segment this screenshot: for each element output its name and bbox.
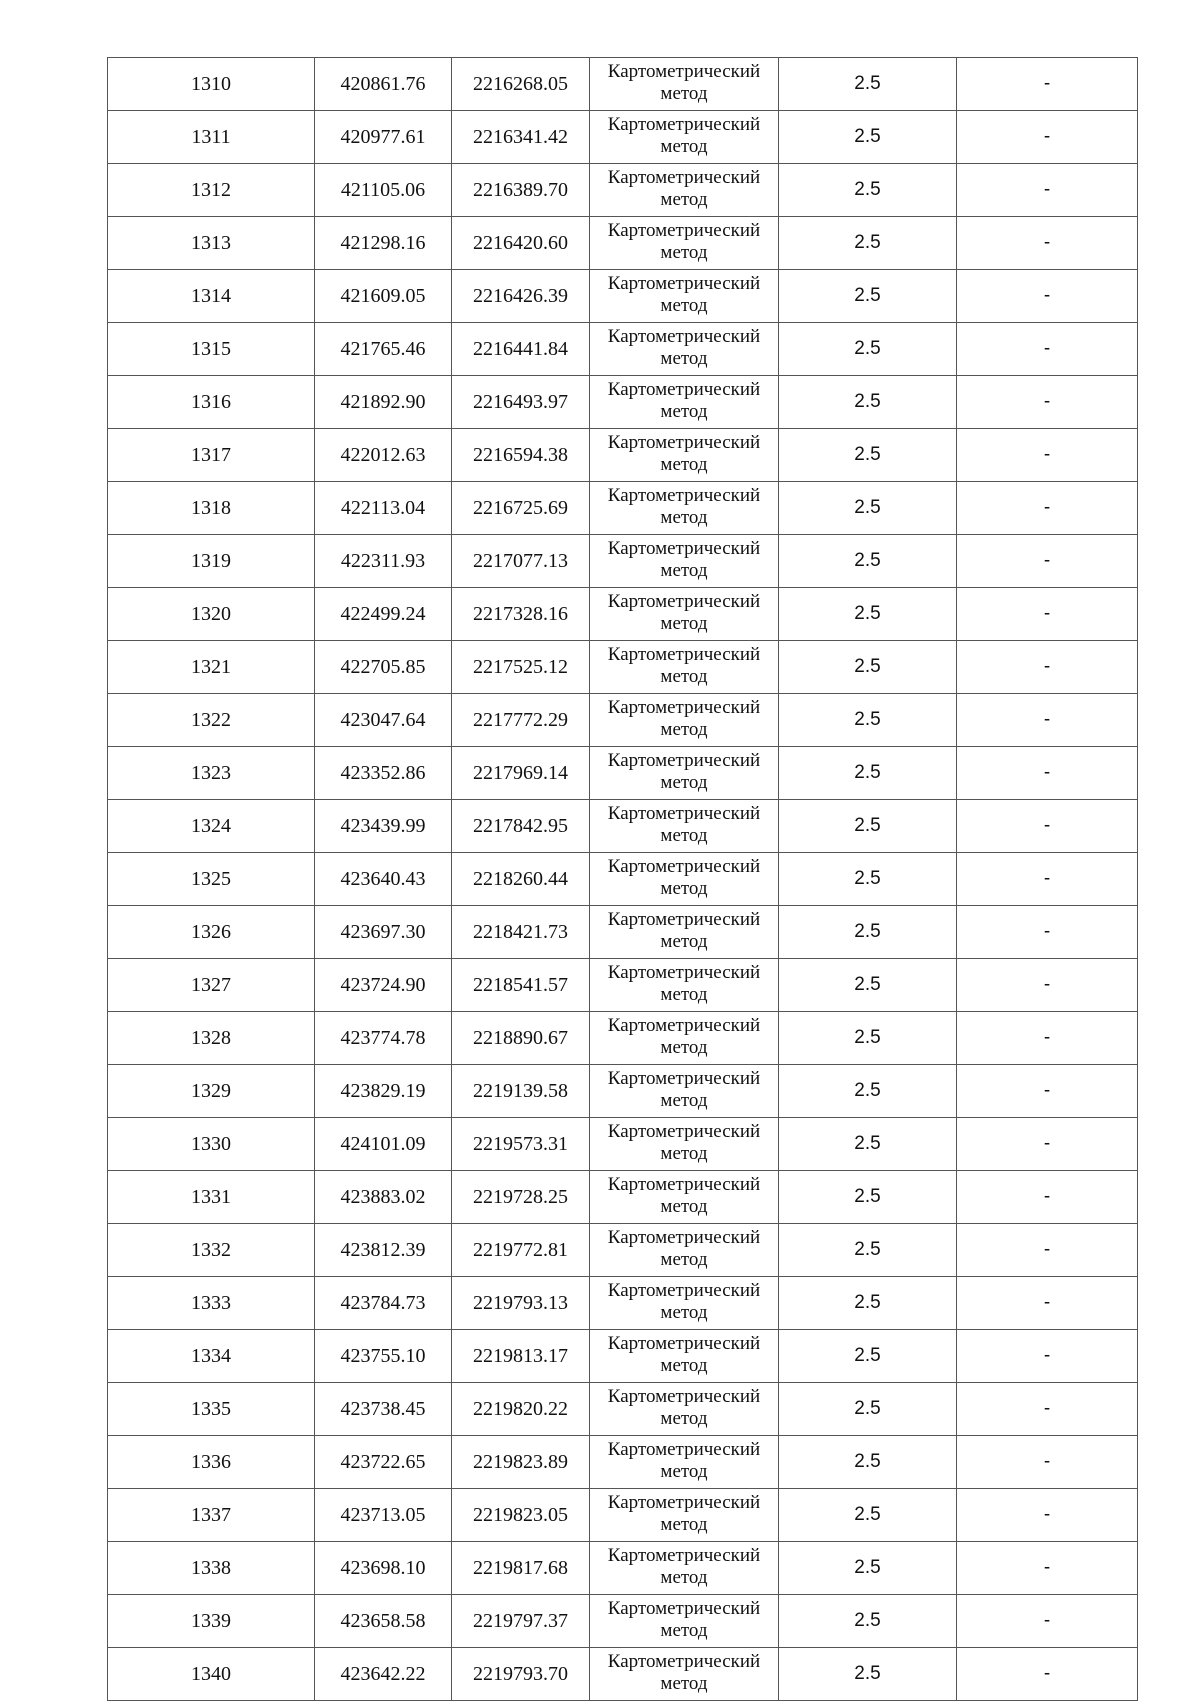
method-cell: Картометрический метод — [590, 429, 779, 482]
accuracy-cell: 2.5 — [779, 1012, 957, 1065]
accuracy-cell: 2.5 — [779, 853, 957, 906]
accuracy-cell: 2.5 — [779, 217, 957, 270]
accuracy-cell: 2.5 — [779, 1118, 957, 1171]
table-row — [108, 1224, 1138, 1277]
method-cell: Картометрический метод — [590, 588, 779, 641]
table-row — [108, 1330, 1138, 1383]
method-cell: Картометрический метод — [590, 853, 779, 906]
x-coordinate-cell: 423047.64 — [315, 694, 452, 747]
point-number-cell: 1326 — [108, 906, 315, 959]
point-number-cell: 1330 — [108, 1118, 315, 1171]
point-number-cell: 1314 — [108, 270, 315, 323]
point-number-cell: 1325 — [108, 853, 315, 906]
y-coordinate-cell: 2219728.25 — [452, 1171, 590, 1224]
accuracy-cell: 2.5 — [779, 588, 957, 641]
note-cell: - — [957, 535, 1138, 588]
x-coordinate-cell: 423774.78 — [315, 1012, 452, 1065]
x-coordinate-cell: 423755.10 — [315, 1330, 452, 1383]
table-row — [108, 1171, 1138, 1224]
y-coordinate-cell: 2216341.42 — [452, 111, 590, 164]
y-coordinate-cell: 2216725.69 — [452, 482, 590, 535]
x-coordinate-cell: 423812.39 — [315, 1224, 452, 1277]
note-cell: - — [957, 641, 1138, 694]
accuracy-cell: 2.5 — [779, 323, 957, 376]
note-cell: - — [957, 164, 1138, 217]
y-coordinate-cell: 2219793.13 — [452, 1277, 590, 1330]
point-number-cell: 1336 — [108, 1436, 315, 1489]
accuracy-cell: 2.5 — [779, 1595, 957, 1648]
method-cell: Картометрический метод — [590, 1648, 779, 1701]
note-cell: - — [957, 800, 1138, 853]
x-coordinate-cell: 423698.10 — [315, 1542, 452, 1595]
method-cell: Картометрический метод — [590, 747, 779, 800]
x-coordinate-cell: 421298.16 — [315, 217, 452, 270]
point-number-cell: 1319 — [108, 535, 315, 588]
x-coordinate-cell: 423784.73 — [315, 1277, 452, 1330]
method-cell: Картометрический метод — [590, 1277, 779, 1330]
y-coordinate-cell: 2219820.22 — [452, 1383, 590, 1436]
x-coordinate-cell: 422113.04 — [315, 482, 452, 535]
method-cell: Картометрический метод — [590, 1065, 779, 1118]
accuracy-cell: 2.5 — [779, 1224, 957, 1277]
point-number-cell: 1320 — [108, 588, 315, 641]
x-coordinate-cell: 420977.61 — [315, 111, 452, 164]
x-coordinate-cell: 422499.24 — [315, 588, 452, 641]
table-row — [108, 1012, 1138, 1065]
x-coordinate-cell: 423439.99 — [315, 800, 452, 853]
x-coordinate-cell: 422311.93 — [315, 535, 452, 588]
note-cell: - — [957, 853, 1138, 906]
table-row — [108, 959, 1138, 1012]
accuracy-cell: 2.5 — [779, 376, 957, 429]
method-cell: Картометрический метод — [590, 217, 779, 270]
point-number-cell: 1322 — [108, 694, 315, 747]
y-coordinate-cell: 2217969.14 — [452, 747, 590, 800]
note-cell: - — [957, 217, 1138, 270]
point-number-cell: 1339 — [108, 1595, 315, 1648]
table-row — [108, 111, 1138, 164]
y-coordinate-cell: 2219793.70 — [452, 1648, 590, 1701]
note-cell: - — [957, 747, 1138, 800]
table-row — [108, 694, 1138, 747]
point-number-cell: 1312 — [108, 164, 315, 217]
note-cell: - — [957, 323, 1138, 376]
method-cell: Картометрический метод — [590, 535, 779, 588]
note-cell: - — [957, 1277, 1138, 1330]
y-coordinate-cell: 2219823.05 — [452, 1489, 590, 1542]
y-coordinate-cell: 2219772.81 — [452, 1224, 590, 1277]
accuracy-cell: 2.5 — [779, 1383, 957, 1436]
method-cell: Картометрический метод — [590, 1330, 779, 1383]
method-cell: Картометрический метод — [590, 641, 779, 694]
note-cell: - — [957, 58, 1138, 111]
x-coordinate-cell: 423883.02 — [315, 1171, 452, 1224]
point-number-cell: 1324 — [108, 800, 315, 853]
table-row — [108, 376, 1138, 429]
accuracy-cell: 2.5 — [779, 270, 957, 323]
accuracy-cell: 2.5 — [779, 641, 957, 694]
y-coordinate-cell: 2217328.16 — [452, 588, 590, 641]
table-row — [108, 747, 1138, 800]
accuracy-cell: 2.5 — [779, 111, 957, 164]
accuracy-cell: 2.5 — [779, 429, 957, 482]
accuracy-cell: 2.5 — [779, 58, 957, 111]
point-number-cell: 1334 — [108, 1330, 315, 1383]
note-cell: - — [957, 694, 1138, 747]
point-number-cell: 1316 — [108, 376, 315, 429]
x-coordinate-cell: 423722.65 — [315, 1436, 452, 1489]
table-row — [108, 1542, 1138, 1595]
accuracy-cell: 2.5 — [779, 1436, 957, 1489]
y-coordinate-cell: 2217077.13 — [452, 535, 590, 588]
method-cell: Картометрический метод — [590, 1012, 779, 1065]
y-coordinate-cell: 2216420.60 — [452, 217, 590, 270]
method-cell: Картометрический метод — [590, 164, 779, 217]
note-cell: - — [957, 1171, 1138, 1224]
point-number-cell: 1340 — [108, 1648, 315, 1701]
accuracy-cell: 2.5 — [779, 906, 957, 959]
note-cell: - — [957, 270, 1138, 323]
x-coordinate-cell: 422012.63 — [315, 429, 452, 482]
y-coordinate-cell: 2219817.68 — [452, 1542, 590, 1595]
y-coordinate-cell: 2217842.95 — [452, 800, 590, 853]
note-cell: - — [957, 1012, 1138, 1065]
y-coordinate-cell: 2219813.17 — [452, 1330, 590, 1383]
table-row — [108, 270, 1138, 323]
y-coordinate-cell: 2219139.58 — [452, 1065, 590, 1118]
x-coordinate-cell: 423658.58 — [315, 1595, 452, 1648]
y-coordinate-cell: 2219797.37 — [452, 1595, 590, 1648]
y-coordinate-cell: 2219823.89 — [452, 1436, 590, 1489]
point-number-cell: 1329 — [108, 1065, 315, 1118]
note-cell: - — [957, 1436, 1138, 1489]
x-coordinate-cell: 423697.30 — [315, 906, 452, 959]
accuracy-cell: 2.5 — [779, 1330, 957, 1383]
y-coordinate-cell: 2216594.38 — [452, 429, 590, 482]
table-row — [108, 641, 1138, 694]
method-cell: Картометрический метод — [590, 1436, 779, 1489]
table-row — [108, 800, 1138, 853]
point-number-cell: 1313 — [108, 217, 315, 270]
y-coordinate-cell: 2219573.31 — [452, 1118, 590, 1171]
coordinates-table-body — [108, 58, 1138, 1701]
method-cell: Картометрический метод — [590, 694, 779, 747]
method-cell: Картометрический метод — [590, 1383, 779, 1436]
accuracy-cell: 2.5 — [779, 1277, 957, 1330]
coordinates-table — [107, 57, 1138, 1701]
method-cell: Картометрический метод — [590, 1118, 779, 1171]
note-cell: - — [957, 1383, 1138, 1436]
accuracy-cell: 2.5 — [779, 1489, 957, 1542]
y-coordinate-cell: 2216493.97 — [452, 376, 590, 429]
y-coordinate-cell: 2217525.12 — [452, 641, 590, 694]
accuracy-cell: 2.5 — [779, 482, 957, 535]
table-row — [108, 1383, 1138, 1436]
note-cell: - — [957, 1224, 1138, 1277]
table-row — [108, 1648, 1138, 1701]
method-cell: Картометрический метод — [590, 800, 779, 853]
point-number-cell: 1338 — [108, 1542, 315, 1595]
method-cell: Картометрический метод — [590, 58, 779, 111]
point-number-cell: 1317 — [108, 429, 315, 482]
note-cell: - — [957, 111, 1138, 164]
table-row — [108, 1436, 1138, 1489]
point-number-cell: 1327 — [108, 959, 315, 1012]
method-cell: Картометрический метод — [590, 959, 779, 1012]
table-row — [108, 1277, 1138, 1330]
accuracy-cell: 2.5 — [779, 747, 957, 800]
point-number-cell: 1323 — [108, 747, 315, 800]
accuracy-cell: 2.5 — [779, 1648, 957, 1701]
accuracy-cell: 2.5 — [779, 959, 957, 1012]
method-cell: Картометрический метод — [590, 906, 779, 959]
y-coordinate-cell: 2218890.67 — [452, 1012, 590, 1065]
x-coordinate-cell: 423352.86 — [315, 747, 452, 800]
y-coordinate-cell: 2217772.29 — [452, 694, 590, 747]
table-row — [108, 217, 1138, 270]
x-coordinate-cell: 422705.85 — [315, 641, 452, 694]
y-coordinate-cell: 2218421.73 — [452, 906, 590, 959]
note-cell: - — [957, 1489, 1138, 1542]
table-row — [108, 588, 1138, 641]
point-number-cell: 1335 — [108, 1383, 315, 1436]
accuracy-cell: 2.5 — [779, 1171, 957, 1224]
y-coordinate-cell: 2218260.44 — [452, 853, 590, 906]
note-cell: - — [957, 1118, 1138, 1171]
table-row — [108, 1065, 1138, 1118]
y-coordinate-cell: 2216441.84 — [452, 323, 590, 376]
method-cell: Картометрический метод — [590, 1489, 779, 1542]
x-coordinate-cell: 423640.43 — [315, 853, 452, 906]
method-cell: Картометрический метод — [590, 376, 779, 429]
point-number-cell: 1311 — [108, 111, 315, 164]
x-coordinate-cell: 421765.46 — [315, 323, 452, 376]
note-cell: - — [957, 429, 1138, 482]
table-row — [108, 164, 1138, 217]
table-row — [108, 1489, 1138, 1542]
note-cell: - — [957, 1542, 1138, 1595]
accuracy-cell: 2.5 — [779, 1542, 957, 1595]
note-cell: - — [957, 1648, 1138, 1701]
table-row — [108, 1595, 1138, 1648]
method-cell: Картометрический метод — [590, 111, 779, 164]
point-number-cell: 1333 — [108, 1277, 315, 1330]
x-coordinate-cell: 423713.05 — [315, 1489, 452, 1542]
x-coordinate-cell: 423829.19 — [315, 1065, 452, 1118]
x-coordinate-cell: 424101.09 — [315, 1118, 452, 1171]
x-coordinate-cell: 421892.90 — [315, 376, 452, 429]
x-coordinate-cell: 423738.45 — [315, 1383, 452, 1436]
method-cell: Картометрический метод — [590, 1595, 779, 1648]
point-number-cell: 1328 — [108, 1012, 315, 1065]
x-coordinate-cell: 420861.76 — [315, 58, 452, 111]
method-cell: Картометрический метод — [590, 1542, 779, 1595]
point-number-cell: 1321 — [108, 641, 315, 694]
y-coordinate-cell: 2216268.05 — [452, 58, 590, 111]
note-cell: - — [957, 482, 1138, 535]
note-cell: - — [957, 588, 1138, 641]
note-cell: - — [957, 1330, 1138, 1383]
y-coordinate-cell: 2218541.57 — [452, 959, 590, 1012]
accuracy-cell: 2.5 — [779, 535, 957, 588]
accuracy-cell: 2.5 — [779, 1065, 957, 1118]
note-cell: - — [957, 959, 1138, 1012]
point-number-cell: 1331 — [108, 1171, 315, 1224]
point-number-cell: 1310 — [108, 58, 315, 111]
table-row — [108, 58, 1138, 111]
method-cell: Картометрический метод — [590, 270, 779, 323]
point-number-cell: 1337 — [108, 1489, 315, 1542]
x-coordinate-cell: 421105.06 — [315, 164, 452, 217]
method-cell: Картометрический метод — [590, 482, 779, 535]
method-cell: Картометрический метод — [590, 1171, 779, 1224]
table-row — [108, 906, 1138, 959]
x-coordinate-cell: 423724.90 — [315, 959, 452, 1012]
point-number-cell: 1318 — [108, 482, 315, 535]
method-cell: Картометрический метод — [590, 1224, 779, 1277]
accuracy-cell: 2.5 — [779, 800, 957, 853]
table-row — [108, 1118, 1138, 1171]
table-row — [108, 482, 1138, 535]
point-number-cell: 1315 — [108, 323, 315, 376]
y-coordinate-cell: 2216426.39 — [452, 270, 590, 323]
y-coordinate-cell: 2216389.70 — [452, 164, 590, 217]
accuracy-cell: 2.5 — [779, 694, 957, 747]
note-cell: - — [957, 1595, 1138, 1648]
note-cell: - — [957, 1065, 1138, 1118]
x-coordinate-cell: 423642.22 — [315, 1648, 452, 1701]
table-row — [108, 323, 1138, 376]
note-cell: - — [957, 906, 1138, 959]
method-cell: Картометрический метод — [590, 323, 779, 376]
x-coordinate-cell: 421609.05 — [315, 270, 452, 323]
point-number-cell: 1332 — [108, 1224, 315, 1277]
table-row — [108, 853, 1138, 906]
table-row — [108, 429, 1138, 482]
accuracy-cell: 2.5 — [779, 164, 957, 217]
table-row — [108, 535, 1138, 588]
note-cell: - — [957, 376, 1138, 429]
